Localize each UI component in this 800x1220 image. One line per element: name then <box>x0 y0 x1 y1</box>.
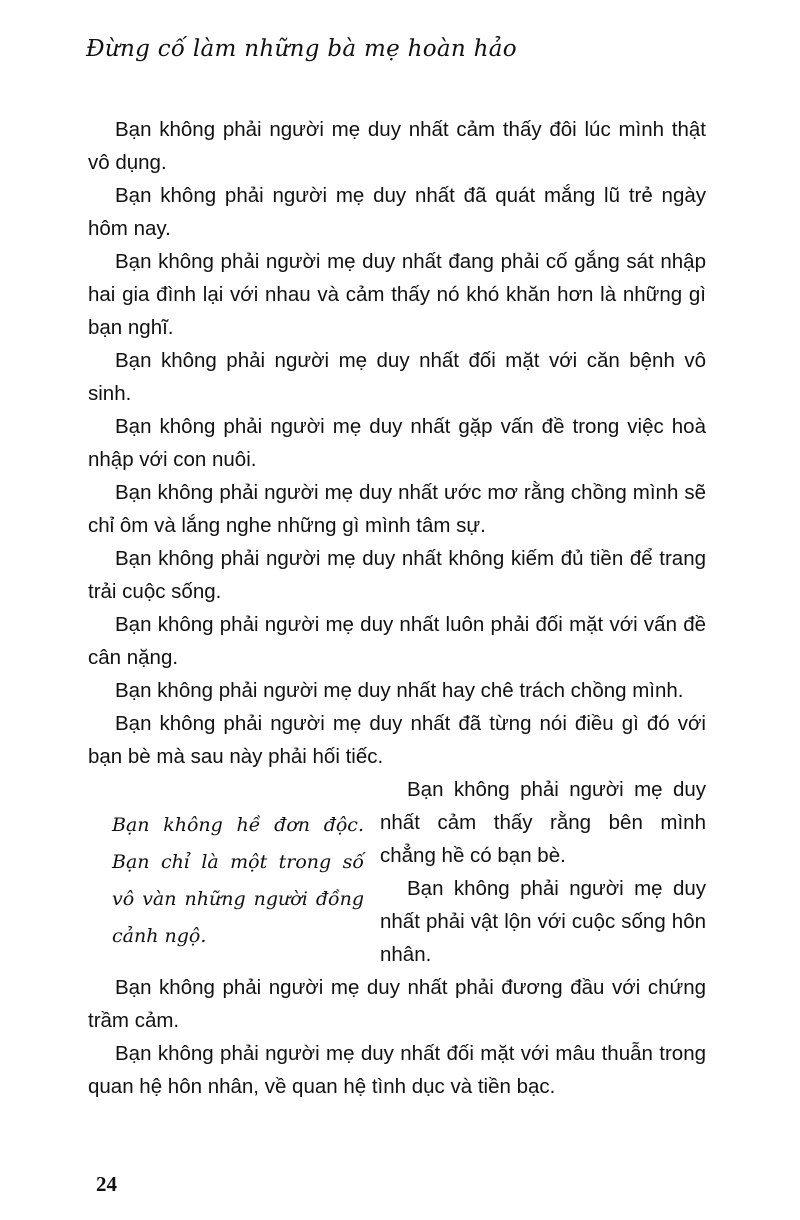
body-text <box>88 113 706 1103</box>
running-header: Đừng cố làm những bà mẹ hoàn hảo <box>86 36 517 62</box>
paragraph: Bạn không phải người mẹ duy nhất luôn phải đối mặt với vấn đề cân nặng. <box>88 613 706 669</box>
paragraph: Bạn không phải người mẹ duy nhất đối mặt với mâu thuẫn trong quan hệ hôn nhân, về quan hệ tình dục và tiền bạc. <box>88 1042 706 1098</box>
paragraph: Bạn không phải người mẹ duy nhất đã từng nói điều gì đó với bạn bè mà sau này phải hối tiếc. <box>88 712 706 768</box>
side-column <box>380 773 706 971</box>
paragraph: Bạn không phải người mẹ duy nhất không kiếm đủ tiền để trang trải cuộc sống. <box>88 547 706 603</box>
paragraph: Bạn không phải người mẹ duy nhất đã quát mắng lũ trẻ ngày hôm nay. <box>88 184 706 240</box>
paragraph: Bạn không phải người mẹ duy nhất phải vật lộn với cuộc sống hôn nhân. <box>380 877 706 966</box>
pull-quote: Bạn không hề đơn độc. Bạn chỉ là một trong số vô vàn những người đồng cảnh ngộ. <box>112 814 364 947</box>
paragraph: Bạn không phải người mẹ duy nhất ước mơ rằng chồng mình sẽ chỉ ôm và lắng nghe những gì mình tâm sự. <box>88 481 706 537</box>
paragraph: Bạn không phải người mẹ duy nhất đang phải cố gắng sát nhập hai gia đình lại với nhau và cảm thấy nó khó khăn hơn là những gì bạn nghĩ. <box>88 250 706 339</box>
paragraph: Bạn không phải người mẹ duy nhất đối mặt với căn bệnh vô sinh. <box>88 349 706 405</box>
page-number: 24 <box>96 1172 117 1196</box>
paragraph: Bạn không phải người mẹ duy nhất hay chê trách chồng mình. <box>115 679 684 702</box>
closing-section <box>88 971 706 1103</box>
paragraph: Bạn không phải người mẹ duy nhất cảm thấy rằng bên mình chẳng hề có bạn bè. <box>380 778 706 867</box>
paragraph: Bạn không phải người mẹ duy nhất cảm thấy đôi lúc mình thật vô dụng. <box>88 118 706 174</box>
paragraph: Bạn không phải người mẹ duy nhất phải đương đầu với chứng trầm cảm. <box>88 976 706 1032</box>
paragraph: Bạn không phải người mẹ duy nhất gặp vấn đề trong việc hoà nhập với con nuôi. <box>88 415 706 471</box>
pull-quote-section <box>88 773 706 971</box>
